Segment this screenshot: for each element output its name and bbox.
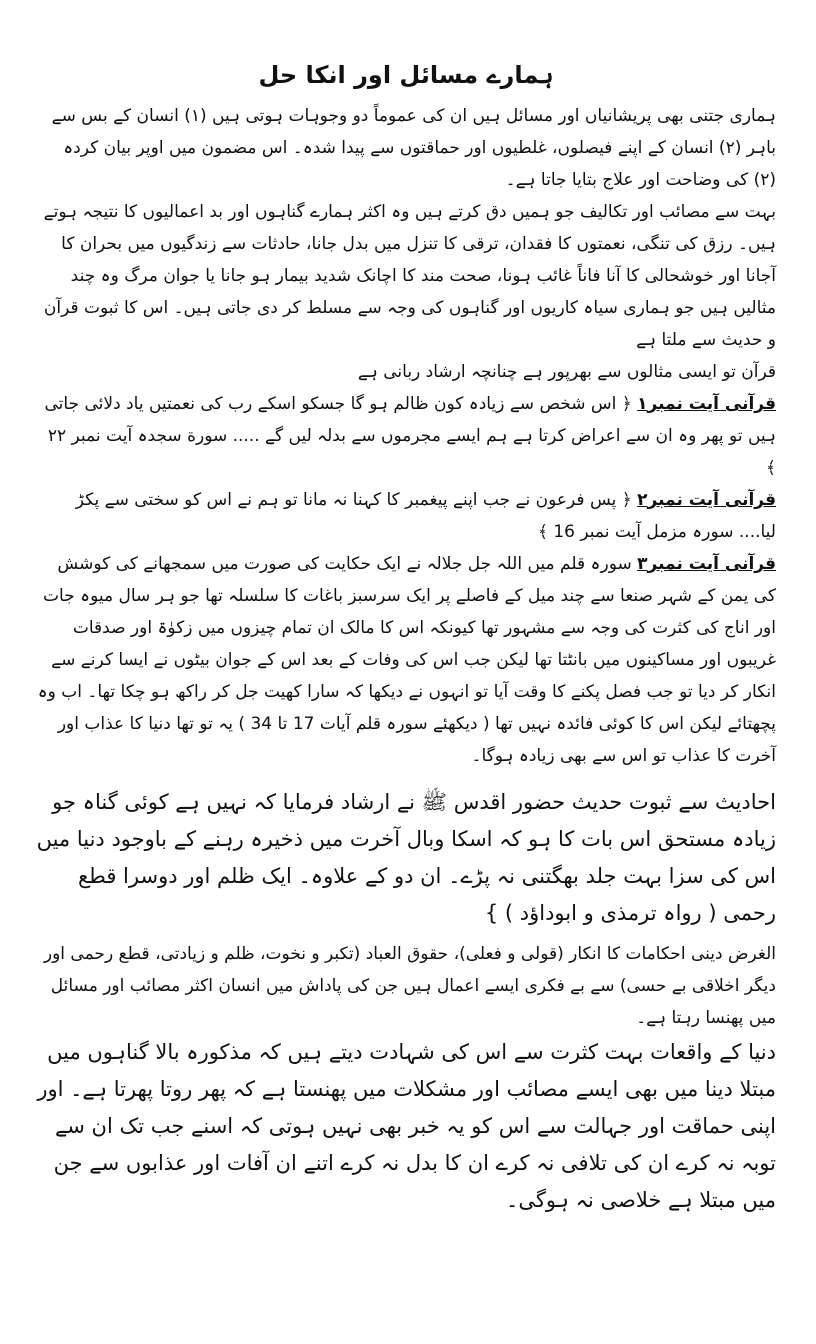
verse-3-label: قرآنی آیت نمبر۳	[637, 554, 776, 574]
verse-1-text: ﴿ اس شخص سے زیادہ کون ظالم ہو گا جسکو اسکے رب کی نعمتیں یاد دلائی جاتی ہیں تو پھر وہ ان سے اعراض کرتا ہے ہم ایسے مجرموں سے بدلہ لیں گے ..... سورة سجدہ آیت نمبر ۲۲ ﴾	[44, 394, 776, 478]
verse-2-text: ﴿ پس فرعون نے جب اپنے پیغمبر کا کہنا نہ مانا تو ہم نے اس کو سختی سے پکڑ لیا.... سورہ مزمل آیت نمبر 16 ﴾	[75, 490, 776, 542]
document-page	[36, 58, 776, 1219]
conclusion-paragraph-2: دنیا کے واقعات بہت کثرت سے اس کی شہادت دیتے ہیں کہ مذکورہ بالا گناہوں میں مبتلا دینا میں بھی ایسے مصائب اور مشکلات میں پھنستا ہے کہ پھر روتا پھرتا ہے۔ اور اپنی حماقت اور جہالت سے اس کو یہ خبر بھی نہیں ہوتی کہ اسنے جب تک ان سے توبہ نہ کرے ان کی تلافی نہ کرے ان کا بدل نہ کرے اتنے ان آفات اور عذابوں سے جن میں مبتلا ہے خلاصی نہ ہوگی۔	[37, 1040, 776, 1212]
page-title: ہمارے مسائل اور انکا حل	[258, 61, 554, 89]
verse-3-text: سورہ قلم میں اللہ جل جلالہ نے ایک حکایت کی صورت میں سمجھانے کی کوشش کی یمن کے شہر صنعا سے چند میل کے فاصلے پر ایک سرسبز باغات کا سلسلہ تھا جو ہر سال میوہ جات اور اناج کی کثرت کی وجہ سے مشہور تھا کیونکہ اس کا مالک ان تمام چیزوں میں زکوٰۃ اور صدقات غریبوں اور مساکینوں میں بانٹتا تھا لیکن جب اس کی وفات کے بعد اس کے جوان بیٹوں نے ایسا کرنے سے انکار کر دیا تو جب فصل پکنے کا وقت آیا تو انہوں نے دیکھا کہ سارا کھیت جل کر راکھ ہو چکا تھا۔ اب وہ پچھتائے لیکن اس کا کوئی فائدہ نہیں تھا ( دیکھئے سورہ قلم آیات 17 تا 34 ) یہ تو تھا دنیا کا عذاب اور آخرت کا عذاب تو اس سے بھی زیادہ ہوگا۔	[37, 554, 776, 766]
verse-1-paragraph	[36, 388, 776, 484]
verse-3-paragraph	[36, 548, 776, 772]
intro-paragraph-2: بہت سے مصائب اور تکالیف جو ہمیں دق کرتے ہیں وہ اکثر ہمارے گناہوں اور بد اعمالیوں کا نتیجہ ہوتے ہیں۔ رزق کی تنگی، نعمتوں کا فقدان، ترقی کا تنزل میں بدل جانا، حادثات سے زندگیوں میں بحران کا آجانا اور خوشحالی کا آنا فاناً غائب ہونا، صحت مند کا اچانک شدید بیمار ہو جانا یا جوان مرگ وہ چند مثالیں ہیں جو ہماری سیاہ کاریوں اور گناہوں کی وجہ سے مسلط کر دی جاتی ہیں۔ اس کا ثبوت قرآن و حدیث سے ملتا ہے	[43, 202, 776, 350]
verse-1-label: قرآنی آیت نمبر۱	[637, 394, 776, 414]
intro-paragraph-3: قرآن تو ایسی مثالوں سے بھرپور ہے چنانچہ ارشاد ربانی ہے	[357, 362, 776, 382]
verse-2-label: قرآنی آیت نمبر۲	[637, 490, 776, 510]
intro-paragraph-1: ہماری جتنی بھی پریشانیاں اور مسائل ہیں ان کی عموماً دو وجوہات ہوتی ہیں (۱) انسان کے بس سے باہر (۲) انسان کے اپنے فیصلوں، غلطیوں اور حماقتوں سے پیدا شدہ۔ اس مضمون میں اوپر بیان کردہ (۲) کی وضاحت اور علاج بتایا جاتا ہے۔	[51, 106, 776, 190]
conclusion-paragraph-1: الغرض دینی احکامات کا انکار (قولی و فعلی)، حقوق العباد (تکبر و نخوت، ظلم و زیادتی، قطع رحمی اور دیگر اخلاقی بے حسی) سے بے فکری ایسے اعمال ہیں جن کی پاداش میں انسان اکثر مصائب اور مسائل میں پھنسا رہتا ہے۔	[43, 944, 776, 1028]
verse-2-paragraph	[36, 484, 776, 548]
hadith-paragraph: احادیث سے ثبوت حدیث حضور اقدس ﷺ نے ارشاد فرمایا کہ نہیں ہے کوئی گناہ جو زیادہ مستحق اس بات کا ہو کہ اسکا وبال آخرت میں ذخیرہ رہنے کے باوجود دنیا میں اس کی سزا بہت جلد بھگتنی نہ پڑے۔ ان دو کے علاوہ۔ ایک ظلم اور دوسرا قطع رحمی ( رواہ ترمذی و ابوداؤد ) }	[36, 790, 776, 925]
